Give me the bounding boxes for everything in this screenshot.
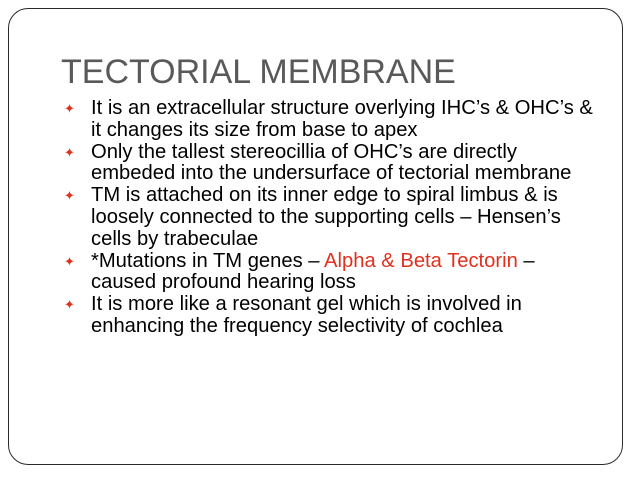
bullet-text-2: Only the tallest stereocillia of OHC’s are directly embeded into the undersurface of tectorial membrane xyxy=(91,140,572,185)
bullet-item-4 xyxy=(60,251,600,295)
bullet-marker-icon: ✦ xyxy=(64,253,75,269)
bullet-text-4-highlight: Alpha & Beta Tectorin xyxy=(324,249,518,272)
bullet-text-4-before: *Mutations in TM genes – xyxy=(91,249,325,272)
bullet-item-2 xyxy=(60,142,600,186)
bullet-marker-icon: ✦ xyxy=(64,297,75,313)
bullet-item-3 xyxy=(60,185,600,250)
bullet-marker-icon: ✦ xyxy=(64,188,75,204)
bullet-item-1 xyxy=(60,98,600,142)
bullet-list xyxy=(60,98,600,338)
bullet-item-5 xyxy=(60,294,600,338)
bullet-marker-icon: ✦ xyxy=(64,101,75,116)
bullet-text-4-after: – caused profound hearing loss xyxy=(91,249,535,294)
bullet-marker-icon: ✦ xyxy=(64,144,75,160)
slide-title: TECTORIAL MEMBRANE xyxy=(61,53,456,91)
bullet-text-1: It is an extracellular structure overlying IHC’s & OHC’s & it changes its size from base to apex xyxy=(91,97,593,141)
bullet-text-5: It is more like a resonant gel which is involved in enhancing the frequency selectivity of cochlea xyxy=(91,293,522,337)
bullet-text-3: TM is attached on its inner edge to spiral limbus & is loosely connected to the supporting cells – Hensen’s cells by trabeculae xyxy=(91,184,561,250)
